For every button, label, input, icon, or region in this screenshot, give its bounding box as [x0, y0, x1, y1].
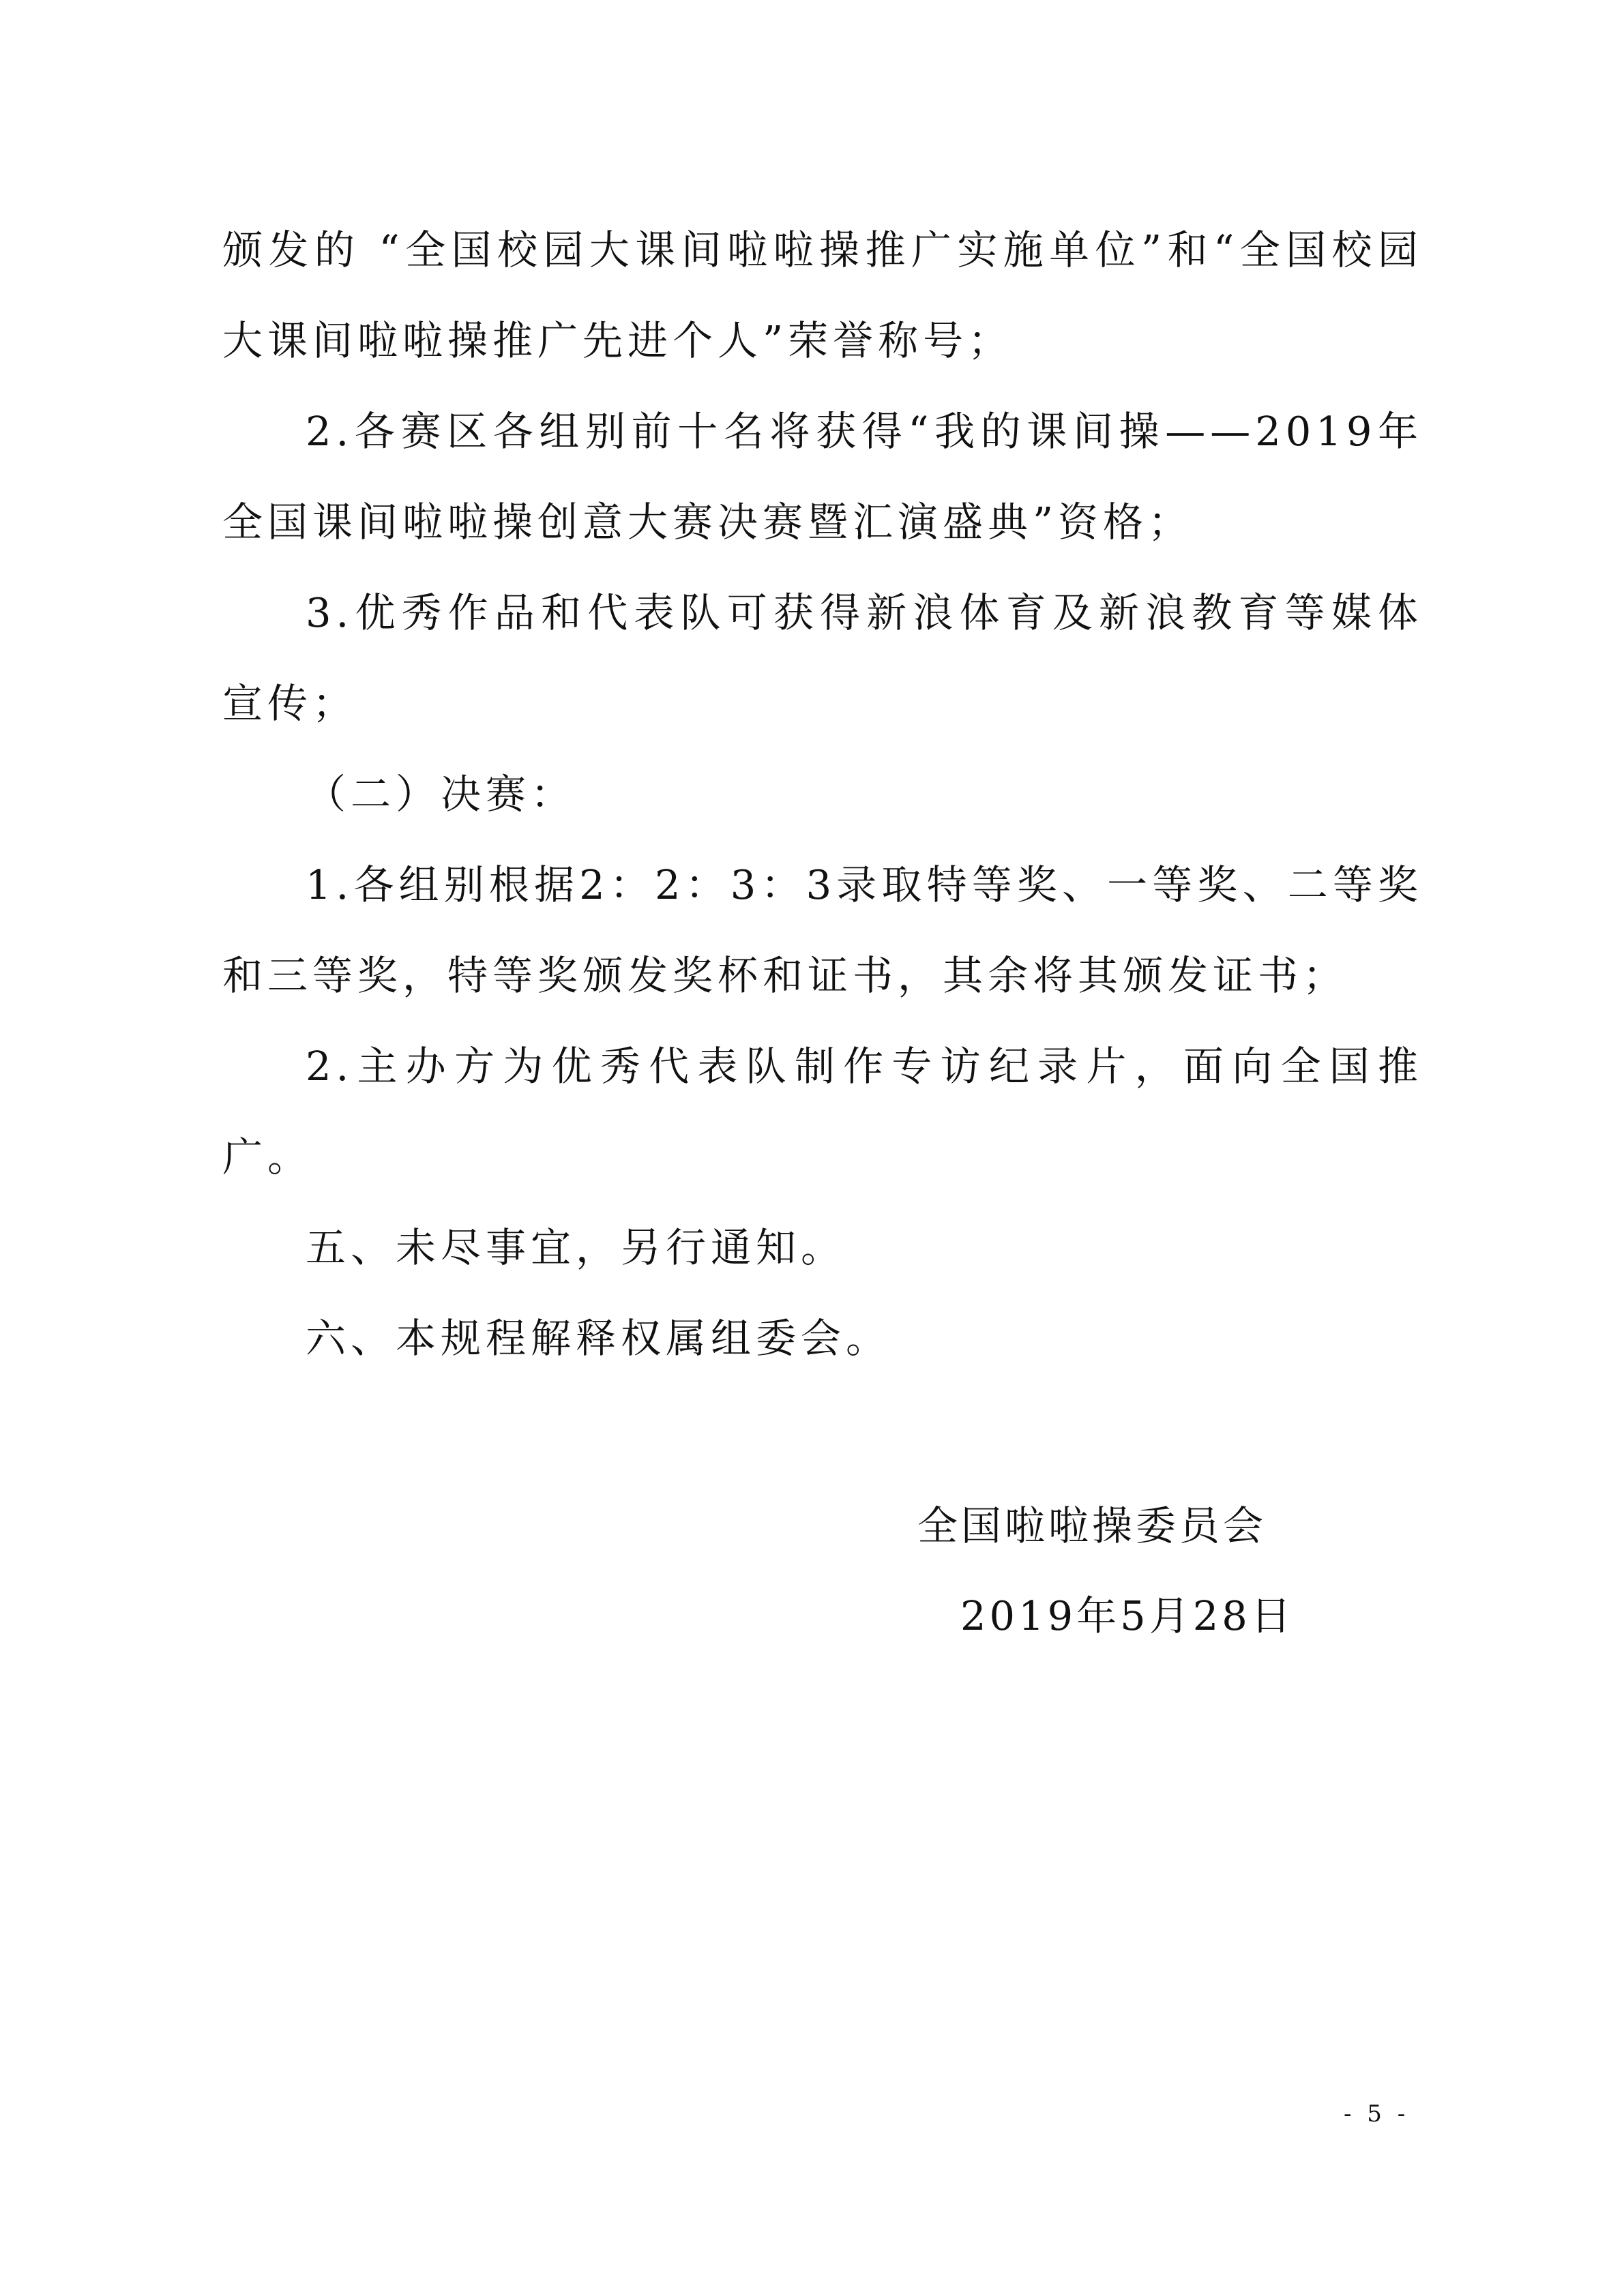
paragraph-final-award-ratio: 1.各组别根据2：2：3：3录取特等奖、一等奖、二等奖和三等奖，特等奖颁发奖杯和证书，其余将其颁发证书； [222, 861, 1423, 999]
paragraph-top-ten-qualification: 2.各赛区各组别前十名将获得“我的课间操——2019年全国课间啦啦操创意大赛决赛暨汇演盛典”资格； [222, 408, 1423, 546]
paragraph-documentary: 2.主办方为优秀代表队制作专访纪录片，面向全国推广。 [222, 1043, 1423, 1180]
section-heading-interpretation-right: 六、本规程解释权属组委会。 [306, 1315, 891, 1362]
signature-block [917, 1481, 1395, 1661]
paragraph-award-titles: 颁发的 “全国校园大课间啦啦操推广实施单位”和“全国校园大课间啦啦操推广先进个人”荣誉称号； [222, 226, 1423, 364]
page-number: - 5 - [1344, 2100, 1410, 2128]
signature-organization: 全国啦啦操委员会 [917, 1502, 1267, 1549]
signature-date: 2019年5月28日 [960, 1592, 1295, 1639]
paragraph-media-promotion: 3.优秀作品和代表队可获得新浪体育及新浪教育等媒体宣传； [222, 589, 1423, 727]
document-body [222, 205, 1423, 1384]
section-heading-final: （二）决赛： [306, 771, 576, 818]
section-heading-unfinished-matters: 五、未尽事宜，另行通知。 [306, 1224, 846, 1271]
